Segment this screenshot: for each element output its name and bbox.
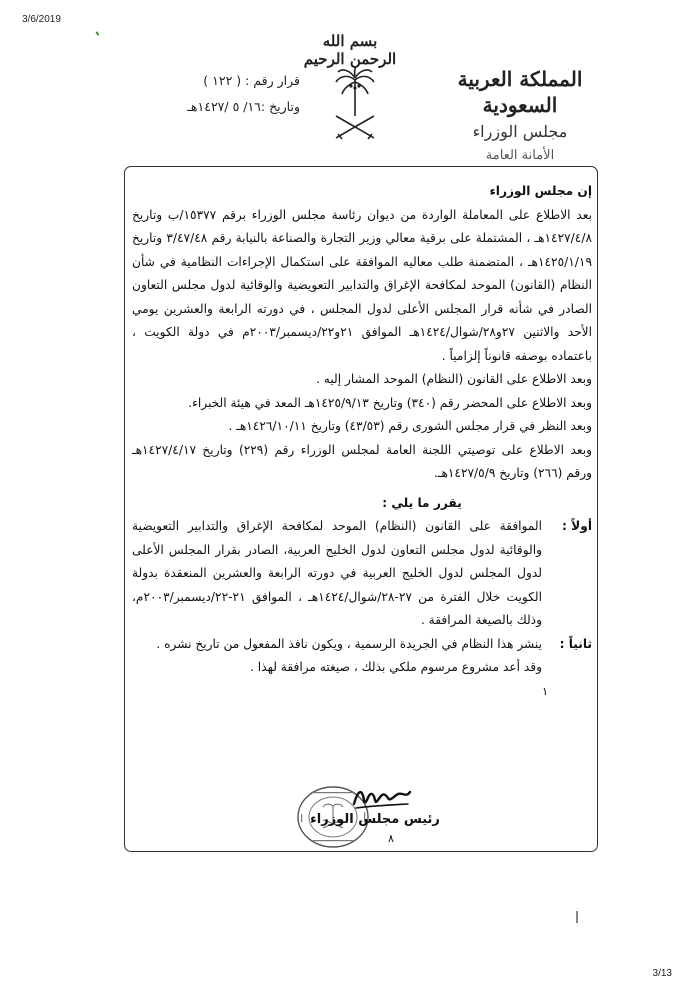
signatory-title: رئيس مجلس الوزراء xyxy=(310,812,440,827)
signature-block xyxy=(310,778,440,848)
article-second-text: ينشر هذا النظام في الجريدة الرسمية ، ويكون نافذ المفعول من تاريخ نشره . xyxy=(156,636,542,651)
recital-1: بعد الاطلاع على المعاملة الواردة من ديوان رئاسة مجلس الوزراء برقم ١٥٣٧٧/ب وتاريخ ١٤٢٧/٤/٨هـ ، المشتملة على برقية معالي وزير التجارة والصناعة بالنيابة رقم ٣/٤٧/٤٨ وتاريخ ١٤٢٥/١/١٩هـ ، المتضمنة طلب معاليه الموافقة على استكمال الإجراءات النظامية في شأن النظام (القانون) الموحد لمكافحة الإغراق والتدابير التعويضية والوقائية لدول مجلس التعاون الصادر في شأنه قرار المجلس الأعلى لدول المجلس ، في دورته الرابعة والعشرين يومي الأحد والاثنين ٢٧و٢٨/شوال/١٤٢٤هـ الموافق ٢١و٢٢/ديسمبر/٢٠٠٣م في دولة الكويت ، باعتماده بوصفه قانوناً إلزامياً . xyxy=(132,207,592,363)
signature-mark: ٨ xyxy=(388,832,394,845)
basmala: بسم الله الرحمن الرحيم xyxy=(303,32,397,68)
margin-mark: ١ xyxy=(542,684,548,698)
kingdom-title: المملكة العربية السعودية xyxy=(457,67,583,117)
closing-line xyxy=(132,656,592,680)
decision-number: قرار رقم : ( ١٢٢ ) xyxy=(203,73,300,88)
recital-3: وبعد الاطلاع على المحضر رقم (٣٤٠) وتاريخ ١٤٢٥/٩/١٣هـ المعد في هيئة الخبراء. xyxy=(188,395,592,410)
closing-text: وقد أعد مشروع مرسوم ملكي بذلك ، صيغته مرافقة لهذا . xyxy=(250,660,542,674)
decides-heading: يقرر ما يلي : xyxy=(382,495,462,510)
addressee: إن مجلس الوزراء xyxy=(489,184,592,198)
recital-2: وبعد الاطلاع على القانون (النظام) الموحد المشار إليه . xyxy=(316,372,592,386)
council-title: مجلس الوزراء xyxy=(472,122,568,141)
article-second-label: ثانياً : xyxy=(559,636,592,651)
decision-reference xyxy=(140,68,300,120)
article-first-label: أولاً : xyxy=(562,519,592,533)
article-second xyxy=(132,633,592,657)
recital-5: وبعد الاطلاع على توصيتي اللجنة العامة لمجلس الوزراء رقم (٢٢٩) وتاريخ ١٤٢٧/٤/١٧هـ ورقم (٢٦٦) وتاريخ ١٤٢٧/٥/٩هـ. xyxy=(132,442,593,480)
corner-scribble-icon xyxy=(574,910,580,924)
print-date: 3/6/2019 xyxy=(22,14,61,25)
decision-date: وتاريخ :١٦/ ٥ /١٤٢٧هـ xyxy=(187,99,300,114)
palm-swords-emblem-icon xyxy=(330,66,380,144)
article-first-text: الموافقة على القانون (النظام) الموحد لمكافحة الإغراق والتدابير التعويضية والوقائية لدول مجلس التعاون لدول الخليج العربية، الصادر بقرار المجلس الأعلى لدول المجلس لدول الخليج العربية في دورته الرابعة والعشرين المنعقدة بدولة الكويت خلال الفترة من ٢٧-٢٨/شوال/١٤٢٤هـ ، الموافق ٢١-٢٢/ديسمبر/٢٠٠٣م، وذلك بالصيغة المرافقة . xyxy=(132,519,542,627)
page-number: 3/13 xyxy=(652,968,672,979)
letterhead xyxy=(420,66,620,166)
decree-body xyxy=(132,172,592,703)
secretariat-title: الأمانة العامة xyxy=(485,148,555,163)
check-mark-icon xyxy=(96,28,105,35)
handwritten-signature-icon xyxy=(350,778,414,812)
recital-4: وبعد النظر في قرار مجلس الشورى رقم (٤٣/٥٣) وتاريخ ١٤٢٦/١٠/١١هـ . xyxy=(228,419,592,433)
article-first xyxy=(132,515,592,633)
